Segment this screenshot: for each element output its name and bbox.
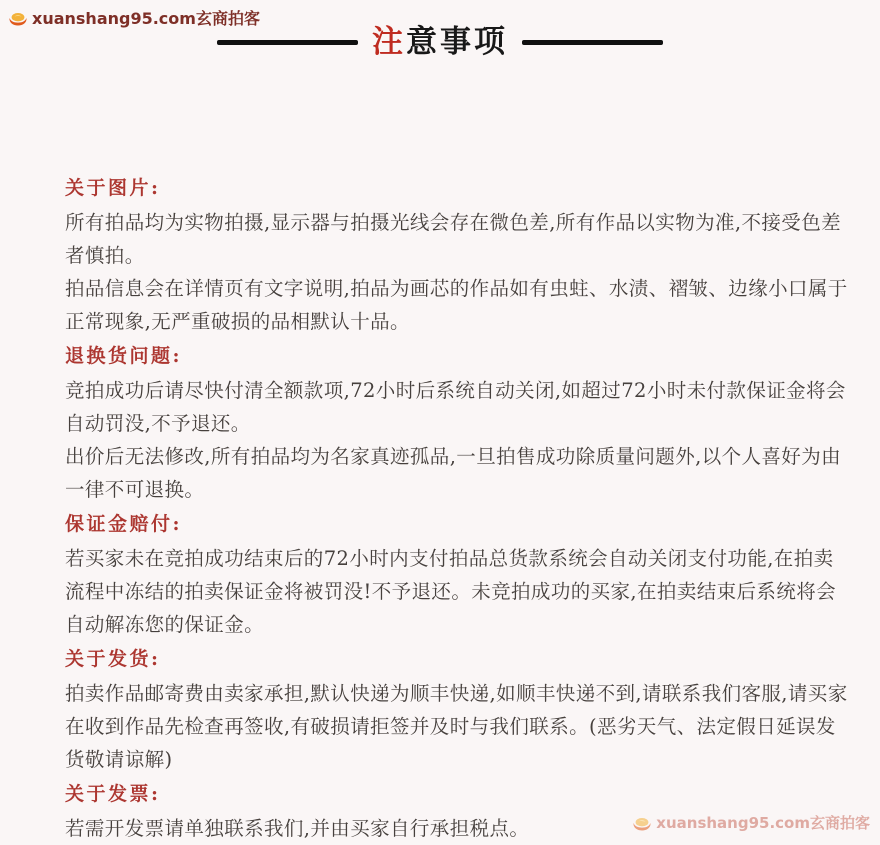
title-divider-right — [522, 40, 663, 45]
title-divider-left — [217, 40, 358, 45]
notice-content — [65, 170, 848, 845]
section-heading: 关于图片: — [65, 177, 161, 199]
section-paragraph: 拍品信息会在详情页有文字说明,拍品为画芯的作品如有虫蛀、水渍、褶皱、边缘小口属于正常现象,无严重破损的品相默认十品。 — [65, 277, 848, 333]
notice-section — [65, 776, 848, 845]
section-paragraph: 出价后无法修改,所有拍品均为名家真迹孤品,一旦拍售成功除质量问题外,以个人喜好为由一律不可退换。 — [65, 445, 841, 501]
notice-section — [65, 170, 848, 338]
section-paragraph: 竞拍成功后请尽快付清全额款项,72小时后系统自动关闭,如超过72小时未付款保证金将会自动罚没,不予退还。 — [65, 379, 846, 435]
page-title — [372, 24, 508, 60]
site-watermark-text: xuanshang95.com玄商拍客 — [32, 9, 260, 28]
section-paragraph: 若买家未在竞拍成功结束后的72小时内支付拍品总货款系统会自动关闭支付功能,在拍卖流程中冻结的拍卖保证金将被罚没!不予退还。未竞拍成功的买家,在拍卖结束后系统将会自动解冻您的保证金。 — [65, 547, 837, 636]
site-watermark-bottom — [632, 812, 870, 833]
section-heading: 退换货问题: — [65, 345, 183, 367]
gold-ingot-icon — [632, 814, 652, 832]
page-title-row — [0, 24, 880, 60]
page-title-accent: 注 — [372, 24, 406, 60]
section-paragraph: 若需开发票请单独联系我们,并由买家自行承担税点。 — [65, 817, 530, 840]
notice-section — [65, 641, 848, 776]
notice-section — [65, 338, 848, 506]
section-heading: 关于发货: — [65, 648, 161, 670]
section-heading: 保证金赔付: — [65, 513, 183, 535]
section-heading: 关于发票: — [65, 783, 161, 805]
section-paragraph: 拍卖作品邮寄费由卖家承担,默认快递为顺丰快递,如顺丰快递不到,请联系我们客服,请买家在收到作品先检查再签收,有破损请拒签并及时与我们联系。(恶劣天气、法定假日延误发货敬请谅解) — [65, 682, 848, 771]
site-watermark-text: xuanshang95.com玄商拍客 — [656, 814, 870, 832]
notice-section — [65, 506, 848, 641]
section-paragraph: 所有拍品均为实物拍摄,显示器与拍摄光线会存在微色差,所有作品以实物为准,不接受色差者慎拍。 — [65, 211, 841, 267]
page-title-rest: 意事项 — [406, 24, 508, 60]
